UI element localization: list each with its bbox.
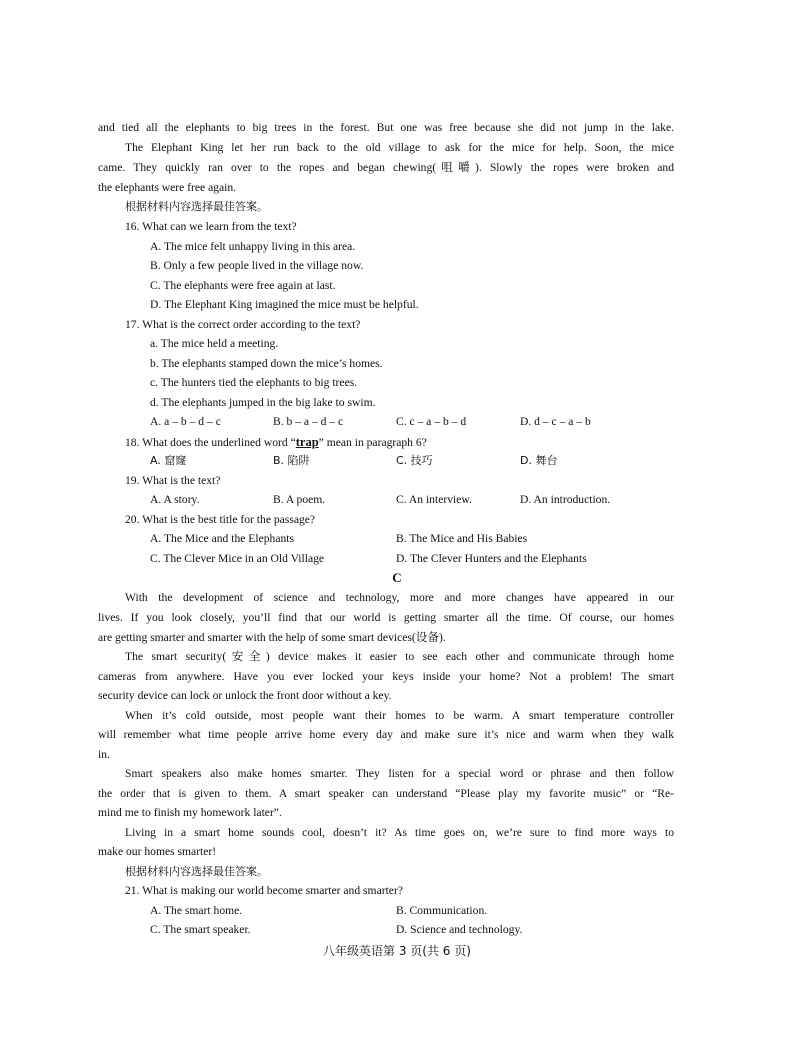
passage-c-paragraph-line: lives. If you look closely, you’ll find that our world is getting smarter all the time. Of course, our homes	[98, 611, 674, 624]
passage-c-paragraph-line: Smart speakers also make homes smarter. They listen for a special word or phrase and then follow	[125, 767, 674, 780]
question-17-option-b[interactable]: B. b – a – d – c	[273, 415, 344, 428]
question-17-option-a[interactable]: A. a – b – d – c	[150, 415, 221, 428]
question-17-stem: 17. What is the correct order according to the text?	[125, 318, 361, 331]
question-18-stem-end: ” mean in paragraph 6?	[318, 436, 427, 449]
question-21-option-a[interactable]: A. The smart home.	[150, 904, 243, 917]
passage-b-paragraph-line: The Elephant King let her run back to the old village to ask for the mice for help. Soon, the mice	[125, 141, 674, 154]
passage-c-paragraph-line: are getting smarter and smarter with the help of some smart devices(设备).	[98, 631, 446, 644]
question-20-option-c[interactable]: C. The Clever Mice in an Old Village	[150, 552, 325, 565]
question-17-event: d. The elephants jumped in the big lake to swim.	[150, 396, 376, 409]
passage-c-paragraph-line: the order that is given to them. A smart speaker can understand “Please play my favorite music” or “Re-	[98, 787, 674, 800]
section-c-instruction: 根据材料内容选择最佳答案。	[125, 865, 268, 878]
question-20-option-a[interactable]: A. The Mice and the Elephants	[150, 532, 295, 545]
question-21-stem: 21. What is making our world become smarter and smarter?	[125, 884, 403, 897]
passage-c-paragraph-line: will remember what time people arrive home every day and make sure it’s nice and warm when they walk	[98, 728, 674, 741]
question-19-option-a[interactable]: A. A story.	[150, 493, 200, 506]
question-20-stem: 20. What is the best title for the passage?	[125, 513, 316, 526]
question-16-option[interactable]: D. The Elephant King imagined the mice must be helpful.	[150, 298, 419, 311]
passage-c-paragraph-line: in.	[98, 748, 110, 761]
underlined-word-trap: trap	[295, 435, 319, 449]
question-19-stem: 19. What is the text?	[125, 474, 221, 487]
passage-c-paragraph-line: mind me to finish my homework later”.	[98, 806, 282, 819]
passage-c-paragraph-line: The smart security(安全) device makes it easier to see each other and communicate through home	[125, 650, 674, 663]
question-17-event: b. The elephants stamped down the mice’s homes.	[150, 357, 383, 370]
passage-c-paragraph-line: make our homes smarter!	[98, 845, 217, 858]
passage-b-closing-line: and tied all the elephants to big trees in the forest. But one was free because she did not jump in the lake.	[98, 121, 674, 134]
question-16-option[interactable]: C. The elephants were free again at last.	[150, 279, 336, 292]
passage-c-paragraph-line: With the development of science and technology, more and more changes have appeared in our	[125, 591, 674, 604]
passage-b-paragraph-line: came. They quickly ran over to the ropes and began chewing(咀嚼). Slowly the ropes were broken and	[98, 161, 674, 174]
passage-c-paragraph-line: cameras from anywhere. Have you ever locked your keys inside your home? Not a problem! The smart	[98, 670, 674, 683]
question-16-stem: 16. What can we learn from the text?	[125, 220, 297, 233]
section-b-instruction: 根据材料内容选择最佳答案。	[125, 200, 268, 213]
question-18-option-c[interactable]: C. 技巧	[396, 454, 433, 467]
question-17-event: a. The mice held a meeting.	[150, 337, 279, 350]
question-18-option-b[interactable]: B. 陷阱	[273, 454, 310, 467]
page-footer: 八年级英语第 3 页(共 6 页)	[323, 944, 471, 958]
question-18-stem	[125, 435, 701, 450]
question-16-option[interactable]: A. The mice felt unhappy living in this area.	[150, 240, 356, 253]
passage-c-paragraph-line: security device can lock or unlock the front door without a key.	[98, 689, 392, 702]
question-20-option-d[interactable]: D. The Clever Hunters and the Elephants	[396, 552, 587, 565]
question-17-option-d[interactable]: D. d – c – a – b	[520, 415, 591, 428]
question-16-option[interactable]: B. Only a few people lived in the village now.	[150, 259, 364, 272]
section-c-heading: C	[392, 570, 402, 585]
passage-b-paragraph-line: the elephants were free again.	[98, 181, 237, 194]
question-18-option-d[interactable]: D. 舞台	[520, 454, 558, 467]
question-20-option-b[interactable]: B. The Mice and His Babies	[396, 532, 528, 545]
question-18-option-a[interactable]: A. 窟窿	[150, 454, 187, 467]
passage-c-paragraph-line: Living in a smart home sounds cool, doesn’t it? As time goes on, we’re sure to find more ways to	[125, 826, 674, 839]
question-19-option-c[interactable]: C. An interview.	[396, 493, 472, 506]
question-19-option-d[interactable]: D. An introduction.	[520, 493, 611, 506]
question-19-option-b[interactable]: B. A poem.	[273, 493, 326, 506]
passage-c-paragraph-line: When it’s cold outside, most people want their homes to be warm. A smart temperature controller	[125, 709, 674, 722]
question-21-option-b[interactable]: B. Communication.	[396, 904, 488, 917]
question-17-option-c[interactable]: C. c – a – b – d	[396, 415, 467, 428]
question-21-option-c[interactable]: C. The smart speaker.	[150, 923, 251, 936]
question-21-option-d[interactable]: D. Science and technology.	[396, 923, 523, 936]
question-18-stem-start: 18. What does the underlined word “	[125, 436, 296, 449]
question-17-event: c. The hunters tied the elephants to big trees.	[150, 376, 358, 389]
